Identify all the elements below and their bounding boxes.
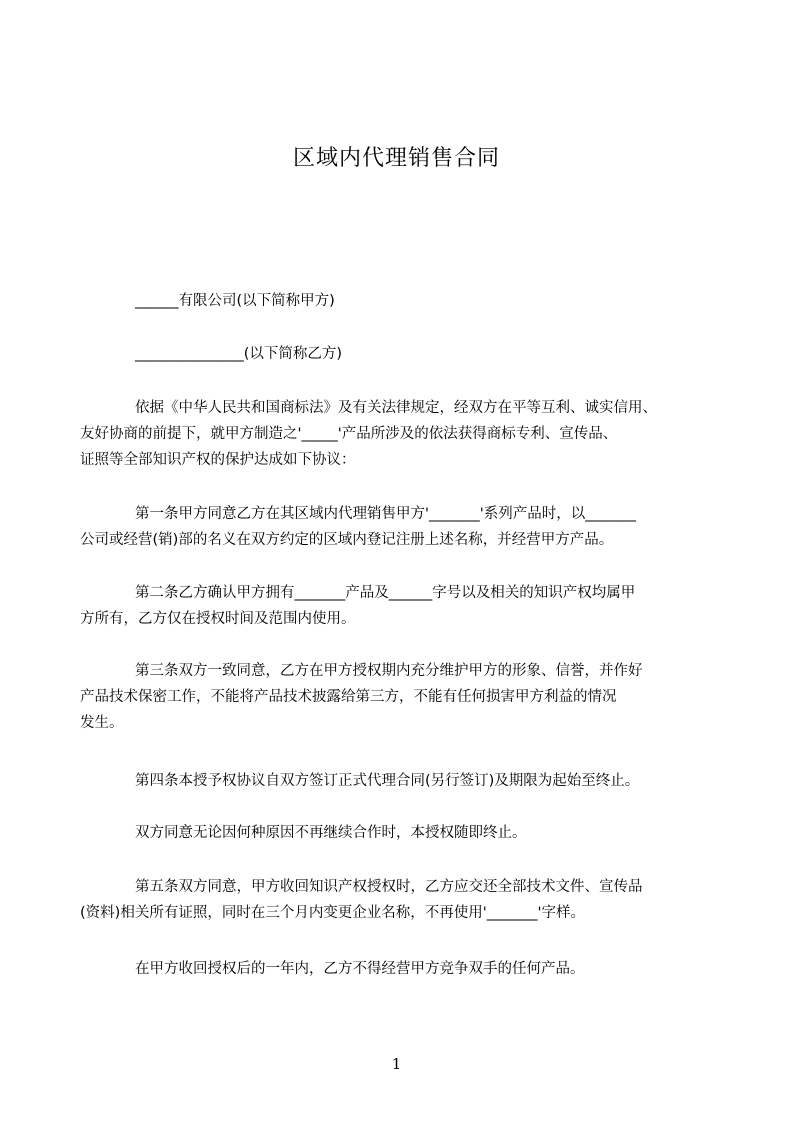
article-2-line: 第二条乙方确认甲方拥有_______产品及______字号以及相关的知识产权均属甲 <box>135 585 636 601</box>
article-4-note: 双方同意无论因何种原因不再继续合作时，本授权随即终止。 <box>135 825 527 841</box>
preamble-line: 依据《中华人民共和国商标法》及有关法律规定，经双方在平等互利、诚实信用、 <box>135 400 657 416</box>
article-4-paragraph: 第四条本授予权协议自双方签订正式代理合同(另行签订)及期限为起始至终止。 <box>135 773 640 789</box>
article-5-line: 第五条双方同意，甲方收回知识产权授权时，乙方应交还全部技术文件、宣传品 <box>135 879 643 895</box>
article-5-line: (资料)相关所有证照，同时在三个月内变更企业名称，不再使用'_______'字样。 <box>80 905 586 921</box>
preamble-line: 证照等全部知识产权的保护达成如下协议： <box>80 452 356 468</box>
party-b-line: _______________(以下简称乙方) <box>135 346 343 362</box>
article-1-paragraph <box>80 501 720 553</box>
page-number: 1 <box>391 1055 402 1073</box>
article-3-line: 发生。 <box>80 715 124 731</box>
preamble-line: 友好协商的前提下，就甲方制造之'_____'产品所涉及的依法获得商标专利、宣传品、 <box>80 426 618 442</box>
article-3-line: 产品技术保密工作，不能将产品技术披露给第三方，不能有任何损害甲方利益的情况 <box>80 689 617 705</box>
article-3-line: 第三条双方一致同意，乙方在甲方授权期内充分维护甲方的形象、信誉，并作好 <box>135 663 643 679</box>
document-title: 区域内代理销售合同 <box>292 146 500 171</box>
article-2-line: 方所有，乙方仅在授权时间及范围内使用。 <box>80 611 356 627</box>
article-5-note: 在甲方收回授权后的一年内，乙方不得经营甲方竞争双手的任何产品。 <box>135 961 585 977</box>
party-a-line: ______有限公司(以下简称甲方) <box>135 293 335 309</box>
article-3-paragraph <box>80 658 720 736</box>
article-2-paragraph <box>80 580 720 632</box>
article-1-line: 第一条甲方同意乙方在其区域内代理销售甲方'_______'系列产品时，以_______ <box>135 506 636 522</box>
preamble-paragraph <box>80 395 720 473</box>
article-1-line: 公司或经营(销)部的名义在双方约定的区域内登记注册上述名称，并经营甲方产品。 <box>80 532 614 548</box>
article-5-paragraph <box>80 874 720 926</box>
